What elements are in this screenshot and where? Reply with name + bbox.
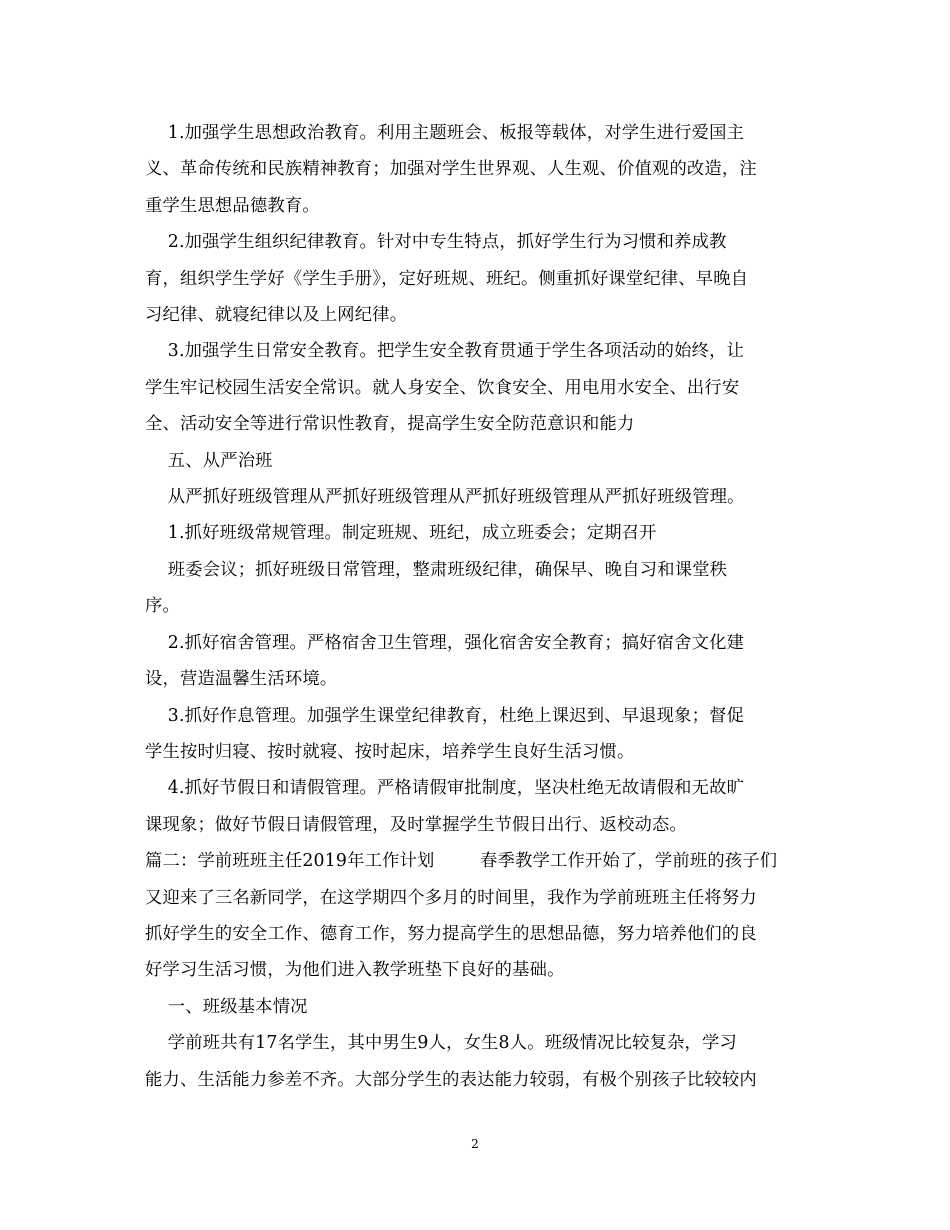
section-heading: 一、班级基本情况	[145, 996, 308, 1017]
text-line: 1.抓好班级常规管理。制定班规、班纪，成立班委会；定期召开	[145, 523, 657, 544]
text-line: 重学生思想品德教育。	[145, 195, 320, 216]
text-line: 4.抓好节假日和请假管理。严格请假审批制度，坚决杜绝无故请假和无故旷	[145, 778, 745, 799]
text-line: 抓好学生的安全工作、德育工作，努力提高学生的思想品德，努力培养他们的良	[145, 923, 757, 944]
text-line: 课现象；做好节假日请假管理，及时掌握学生节假日出行、返校动态。	[145, 814, 687, 835]
document-body	[145, 115, 810, 1098]
text-line: 班委会议；抓好班级日常管理，整肃班级纪律，确保早、晚自习和课堂秩	[145, 559, 728, 580]
text-line: 设，营造温馨生活环境。	[145, 669, 338, 690]
text-line: 2.抓好宿舍管理。严格宿舍卫生管理，强化宿舍安全教育；搞好宿舍文化建	[145, 632, 745, 653]
page-number: 2	[471, 1137, 479, 1151]
text-line: 又迎来了三名新同学，在这学期四个多月的时间里，我作为学前班班主任将努力	[145, 887, 757, 908]
article-title-line: 篇二：学前班班主任2019年工作计划 春季教学工作开始了，学前班的孩子们	[145, 851, 778, 872]
text-line: 义、革命传统和民族精神教育；加强对学生世界观、人生观、价值观的改造，注	[145, 159, 757, 180]
text-line: 1.加强学生思想政治教育。利用主题班会、板报等载体，对学生进行爱国主	[145, 123, 745, 143]
text-line: 育，组织学生学好《学生手册》，定好班规、班纪。侧重抓好课堂纪律、早晚自	[145, 268, 749, 289]
text-line: 序。	[145, 596, 180, 617]
text-line: 习纪律、就寝纪律以及上网纪律。	[145, 305, 408, 326]
text-line: 2.加强学生组织纪律教育。针对中专生特点，抓好学生行为习惯和养成教	[145, 232, 727, 253]
text-line: 全、活动安全等进行常识性教育，提高学生安全防范意识和能力	[145, 414, 635, 435]
text-line: 好学习生活习惯，为他们进入教学班垫下良好的基础。	[145, 960, 565, 981]
text-line: 从严抓好班级管理从严抓好班级管理从严抓好班级管理从严抓好班级管理。	[145, 487, 745, 508]
section-heading: 五、从严治班	[145, 450, 273, 471]
text-line: 学生按时归寝、按时就寝、按时起床，培养学生良好生活习惯。	[145, 741, 635, 762]
text-line: 学前班共有17名学生，其中男生9人，女生8人。班级情况比较复杂，学习	[145, 1033, 737, 1054]
text-line: 3.抓好作息管理。加强学生课堂纪律教育，杜绝上课迟到、早退现象；督促	[145, 705, 745, 726]
text-line: 3.加强学生日常安全教育。把学生安全教育贯通于学生各项活动的始终，让	[145, 341, 745, 362]
text-line: 能力、生活能力参差不齐。大部分学生的表达能力较弱，有极个别孩子比较较内	[145, 1069, 757, 1090]
text-line: 学生牢记校园生活安全常识。就人身安全、饮食安全、用电用水安全、出行安	[145, 377, 740, 398]
